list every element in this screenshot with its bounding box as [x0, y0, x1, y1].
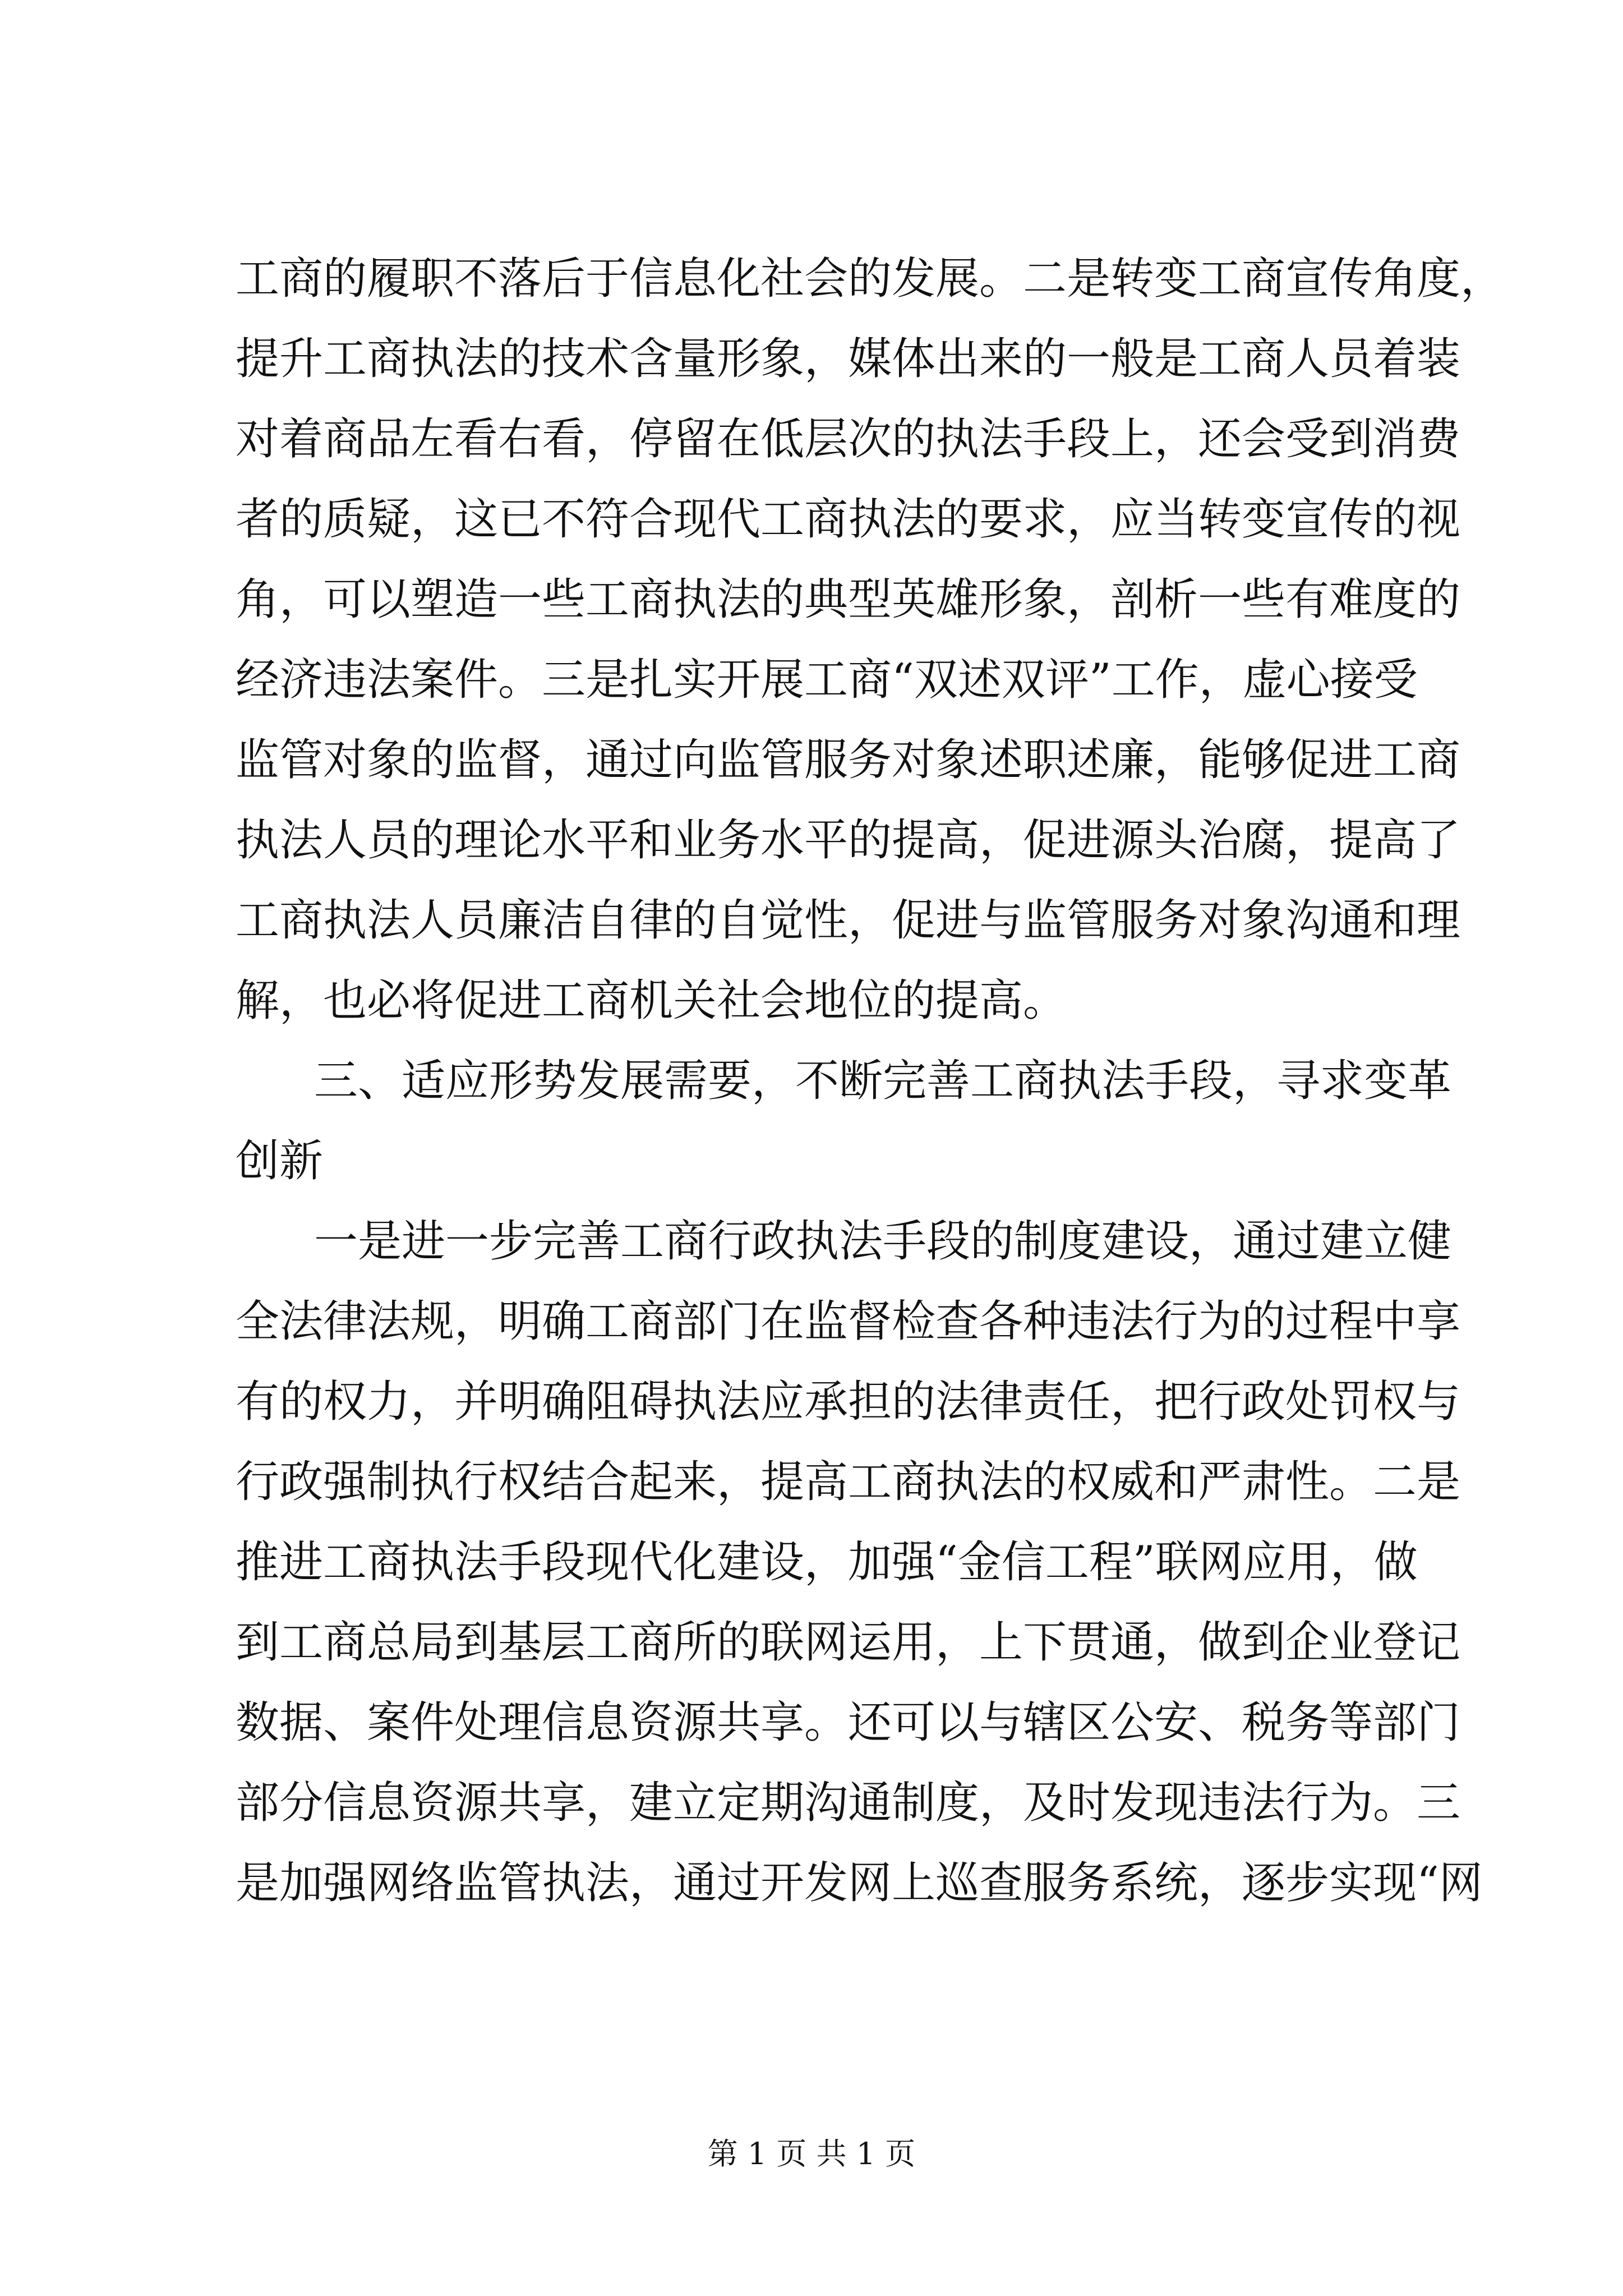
body-line: 工商的履职不落后于信息化社会的发展。二是转变工商宣传角度，: [236, 254, 1505, 304]
body-line: 到工商总局到基层工商所的联网运用，上下贯通，做到企业登记: [236, 1617, 1461, 1668]
body-line: 对着商品左看右看，停留在低层次的执法手段上，还会受到消费: [236, 414, 1461, 464]
body-line: 推进工商执法手段现代化建设，加强“金信工程”联网应用，做: [236, 1537, 1418, 1588]
page-footer: 第 1 页 共 1 页: [707, 2136, 916, 2171]
body-line: 部分信息资源共享，建立定期沟通制度，及时发现违法行为。三: [236, 1778, 1461, 1828]
body-line: 行政强制执行权结合起来，提高工商执法的权威和严肃性。二是: [236, 1457, 1461, 1507]
body-line: 解，也必将促进工商机关社会地位的提高。: [236, 976, 1067, 1026]
body-line: 经济违法案件。三是扎实开展工商“双述双评”工作，虚心接受: [236, 655, 1418, 705]
body-line: 提升工商执法的技术含量形象，媒体出来的一般是工商人员着装: [236, 334, 1461, 384]
section-heading-continuation: 创新: [236, 1136, 324, 1186]
body-line: 全法律法规，明确工商部门在监督检查各种违法行为的过程中享: [236, 1296, 1461, 1347]
body-line: 一是进一步完善工商行政执法手段的制度建设，通过建立健: [314, 1216, 1452, 1267]
body-line: 执法人员的理论水平和业务水平的提高，促进源头治腐，提高了: [236, 815, 1461, 866]
body-line: 数据、案件处理信息资源共享。还可以与辖区公安、税务等部门: [236, 1697, 1461, 1748]
body-line: 角，可以塑造一些工商执法的典型英雄形象，剖析一些有难度的: [236, 574, 1461, 625]
body-line: 监管对象的监督，通过向监管服务对象述职述廉，能够促进工商: [236, 735, 1461, 785]
body-line: 者的质疑，这已不符合现代工商执法的要求，应当转变宣传的视: [236, 494, 1461, 545]
body-line: 是加强网络监管执法，通过开发网上巡查服务系统，逐步实现“网: [236, 1858, 1483, 1908]
body-line: 有的权力，并明确阻碍执法应承担的法律责任，把行政处罚权与: [236, 1377, 1461, 1427]
body-line: 工商执法人员廉洁自律的自觉性，促进与监管服务对象沟通和理: [236, 895, 1461, 946]
section-heading: 三、适应形势发展需要，不断完善工商执法手段，寻求变革: [314, 1056, 1452, 1106]
